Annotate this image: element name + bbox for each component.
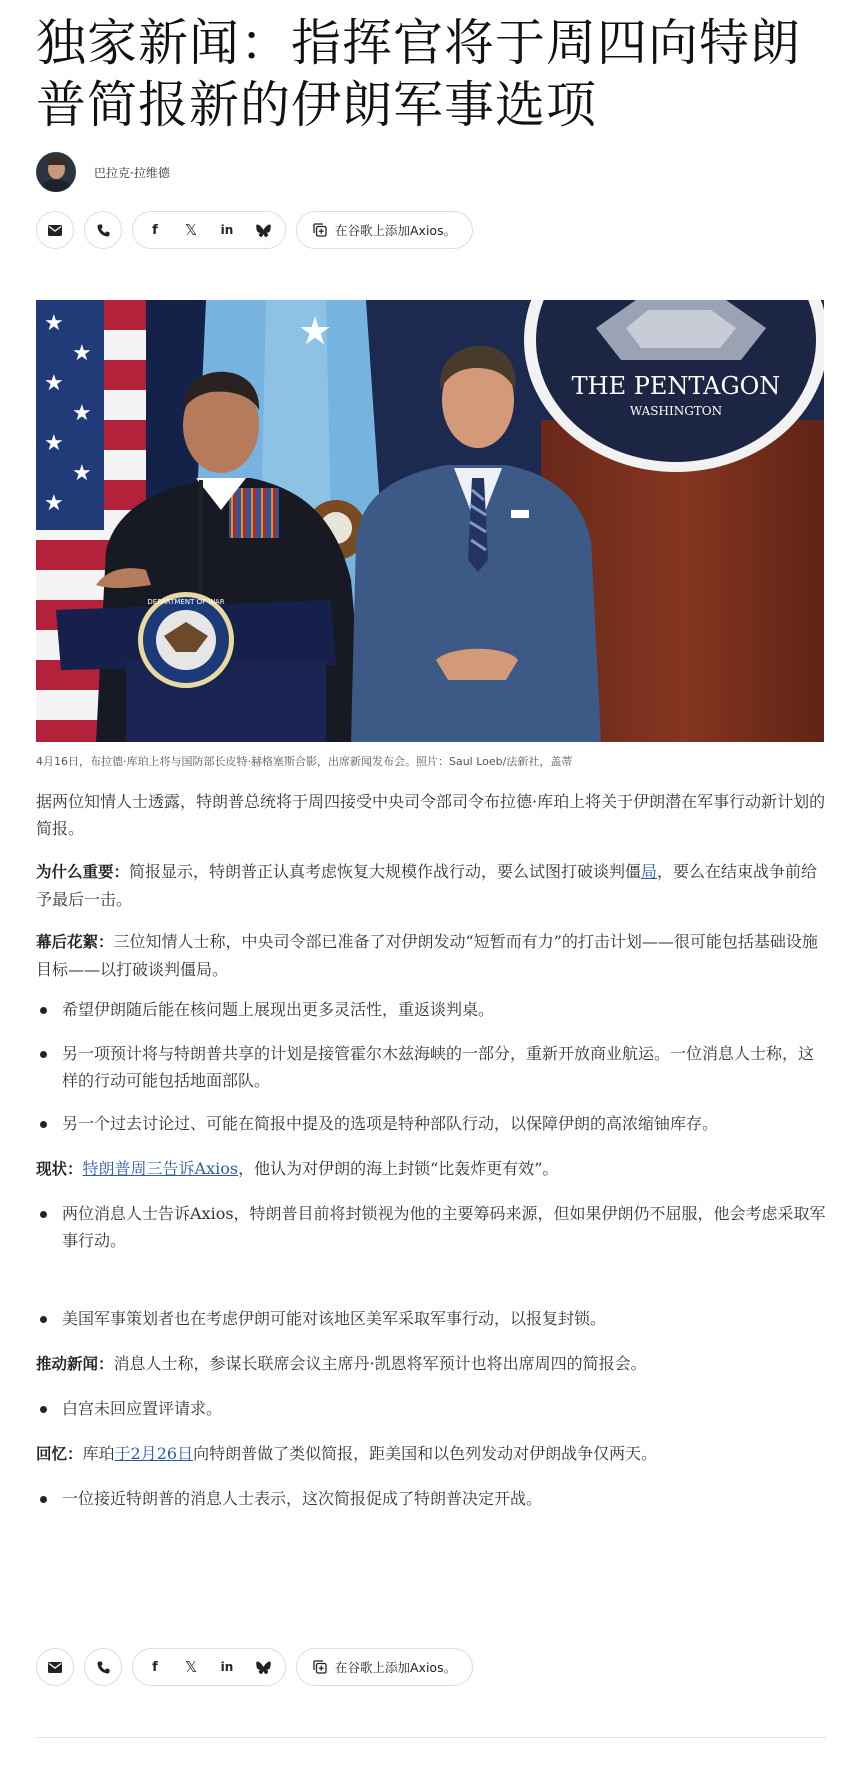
why-it-matters-label: 为什么重要： bbox=[36, 863, 130, 881]
add-google-button[interactable] bbox=[296, 1648, 473, 1686]
behind-the-scenes-label: 幕后花絮： bbox=[36, 933, 114, 951]
axios-interview-link[interactable]: 特朗普周三告诉Axios bbox=[82, 1159, 239, 1178]
byline bbox=[36, 150, 170, 194]
list-item: 白宫未回应置评请求。 bbox=[36, 1395, 826, 1422]
facebook-icon: f bbox=[152, 1659, 158, 1675]
footer-divider bbox=[36, 1737, 826, 1738]
bullet-icon bbox=[40, 1496, 47, 1503]
bullet-icon bbox=[40, 1121, 47, 1128]
paragraph-state-of-play: 现状：特朗普周三告诉Axios，他认为对伊朗的海上封锁“比轰炸更有效”。 bbox=[36, 1159, 559, 1178]
email-share-button[interactable] bbox=[36, 211, 74, 249]
paragraph-flashback: 回忆：库珀于2月26日向特朗普做了类似简报，距美国和以色列发动对伊朗战争仅两天。 bbox=[36, 1444, 658, 1463]
bluesky-icon bbox=[256, 1661, 271, 1674]
press-conference-image bbox=[36, 300, 824, 742]
svg-text:★: ★ bbox=[298, 309, 333, 353]
mail-icon bbox=[48, 1662, 62, 1673]
linkedin-share-button[interactable] bbox=[209, 1649, 245, 1685]
bluesky-icon bbox=[256, 224, 271, 237]
add-google-icon bbox=[313, 223, 327, 237]
seal-subtitle: WASHINGTON bbox=[629, 404, 723, 418]
feb-26-link[interactable]: 于2月26日 bbox=[114, 1444, 194, 1463]
svg-text:★: ★ bbox=[72, 461, 92, 486]
social-share-group bbox=[132, 211, 286, 249]
linkedin-icon: in bbox=[220, 1660, 234, 1674]
paragraph-intro: 据两位知情人士透露，特朗普总统将于周四接受中央司令部司令布拉德·库珀上将关于伊朗潜在军事行动新计划的简报。 bbox=[36, 792, 826, 838]
svg-text:★: ★ bbox=[44, 311, 64, 336]
list-item: 另一个过去讨论过、可能在简报中提及的选项是特种部队行动，以保障伊朗的高浓缩铀库存。 bbox=[36, 1110, 826, 1137]
phone-share-button[interactable] bbox=[84, 1648, 122, 1686]
list-item: 美国军事策划者也在考虑伊朗可能对该地区美军采取军事行动，以报复封锁。 bbox=[36, 1305, 826, 1332]
x-share-button[interactable] bbox=[173, 1649, 209, 1685]
x-icon: 𝕏 bbox=[184, 1657, 198, 1676]
x-share-button[interactable] bbox=[173, 212, 209, 248]
svg-text:★: ★ bbox=[72, 401, 92, 426]
photo-caption: 4月16日，布拉德·库珀上将与国防部长皮特·赫格塞斯合影，出席新闻发布会。照片：Saul Loeb/法新社，盖蒂 bbox=[36, 755, 573, 768]
bluesky-share-button[interactable] bbox=[245, 1649, 281, 1685]
add-google-button[interactable] bbox=[296, 211, 473, 249]
linkedin-icon: in bbox=[220, 223, 234, 237]
podium-seal-text: DEPARTMENT OF WAR bbox=[147, 598, 225, 606]
svg-text:★: ★ bbox=[44, 431, 64, 456]
share-bar-bottom bbox=[36, 1647, 473, 1687]
author-name[interactable]: 巴拉克·拉维德 bbox=[94, 165, 170, 180]
article-title: 独家新闻：指挥官将于周四向特朗普简报新的伊朗军事选项 bbox=[36, 14, 801, 134]
add-google-label: 在谷歌上添加Axios。 bbox=[335, 1660, 457, 1675]
bullet-icon bbox=[40, 1051, 47, 1058]
bullet-icon bbox=[40, 1316, 47, 1323]
svg-text:★: ★ bbox=[44, 371, 64, 396]
phone-share-button[interactable] bbox=[84, 211, 122, 249]
paragraph-behind-the-scenes: 幕后花絮：三位知情人士称，中央司令部已准备了对伊朗发动“短暂而有力”的打击计划——很可能包括基础设施目标——以打破谈判僵局。 bbox=[36, 932, 818, 979]
mail-icon bbox=[48, 225, 62, 236]
email-share-button[interactable] bbox=[36, 1648, 74, 1686]
seal-title: THE PENTAGON bbox=[571, 372, 781, 400]
driving-the-news-label: 推动新闻： bbox=[36, 1355, 114, 1373]
share-bar-top bbox=[36, 210, 473, 250]
social-share-group bbox=[132, 1648, 286, 1686]
list-item: 希望伊朗随后能在核问题上展现出更多灵活性，重返谈判桌。 bbox=[36, 996, 826, 1023]
paragraph-why-it-matters: 为什么重要：简报显示，特朗普正认真考虑恢复大规模作战行动，要么试图打破谈判僵局，要么在结束战争前给予最后一击。 bbox=[36, 862, 818, 909]
state-of-play-label: 现状： bbox=[36, 1160, 83, 1178]
facebook-icon: f bbox=[152, 222, 158, 238]
list-item: 两位消息人士告诉Axios，特朗普目前将封锁视为他的主要筹码来源，但如果伊朗仍不屈服，他会考虑采取军事行动。 bbox=[36, 1200, 826, 1254]
phone-icon bbox=[97, 1661, 110, 1674]
bluesky-share-button[interactable] bbox=[245, 212, 281, 248]
x-icon: 𝕏 bbox=[184, 220, 198, 239]
bullet-icon bbox=[40, 1406, 47, 1413]
facebook-share-button[interactable] bbox=[137, 212, 173, 248]
svg-text:★: ★ bbox=[44, 491, 64, 516]
bullet-icon bbox=[40, 1211, 47, 1218]
add-google-label: 在谷歌上添加Axios。 bbox=[335, 223, 457, 238]
author-avatar[interactable] bbox=[36, 152, 76, 192]
article-photo[interactable] bbox=[36, 300, 824, 742]
bullet-icon bbox=[40, 1007, 47, 1014]
phone-icon bbox=[97, 224, 110, 237]
add-google-icon bbox=[313, 1660, 327, 1674]
list-item: 一位接近特朗普的消息人士表示，这次简报促成了特朗普决定开战。 bbox=[36, 1485, 826, 1512]
list-item: 另一项预计将与特朗普共享的计划是接管霍尔木兹海峡的一部分，重新开放商业航运。一位消息人士称，这样的行动可能包括地面部队。 bbox=[36, 1040, 826, 1094]
paragraph-driving-the-news: 推动新闻：消息人士称，参谋长联席会议主席丹·凯恩将军预计也将出席周四的简报会。 bbox=[36, 1354, 647, 1373]
svg-text:★: ★ bbox=[72, 341, 92, 366]
deadlock-link[interactable]: 局 bbox=[641, 862, 658, 881]
flashback-label: 回忆： bbox=[36, 1445, 83, 1463]
linkedin-share-button[interactable] bbox=[209, 212, 245, 248]
facebook-share-button[interactable] bbox=[137, 1649, 173, 1685]
